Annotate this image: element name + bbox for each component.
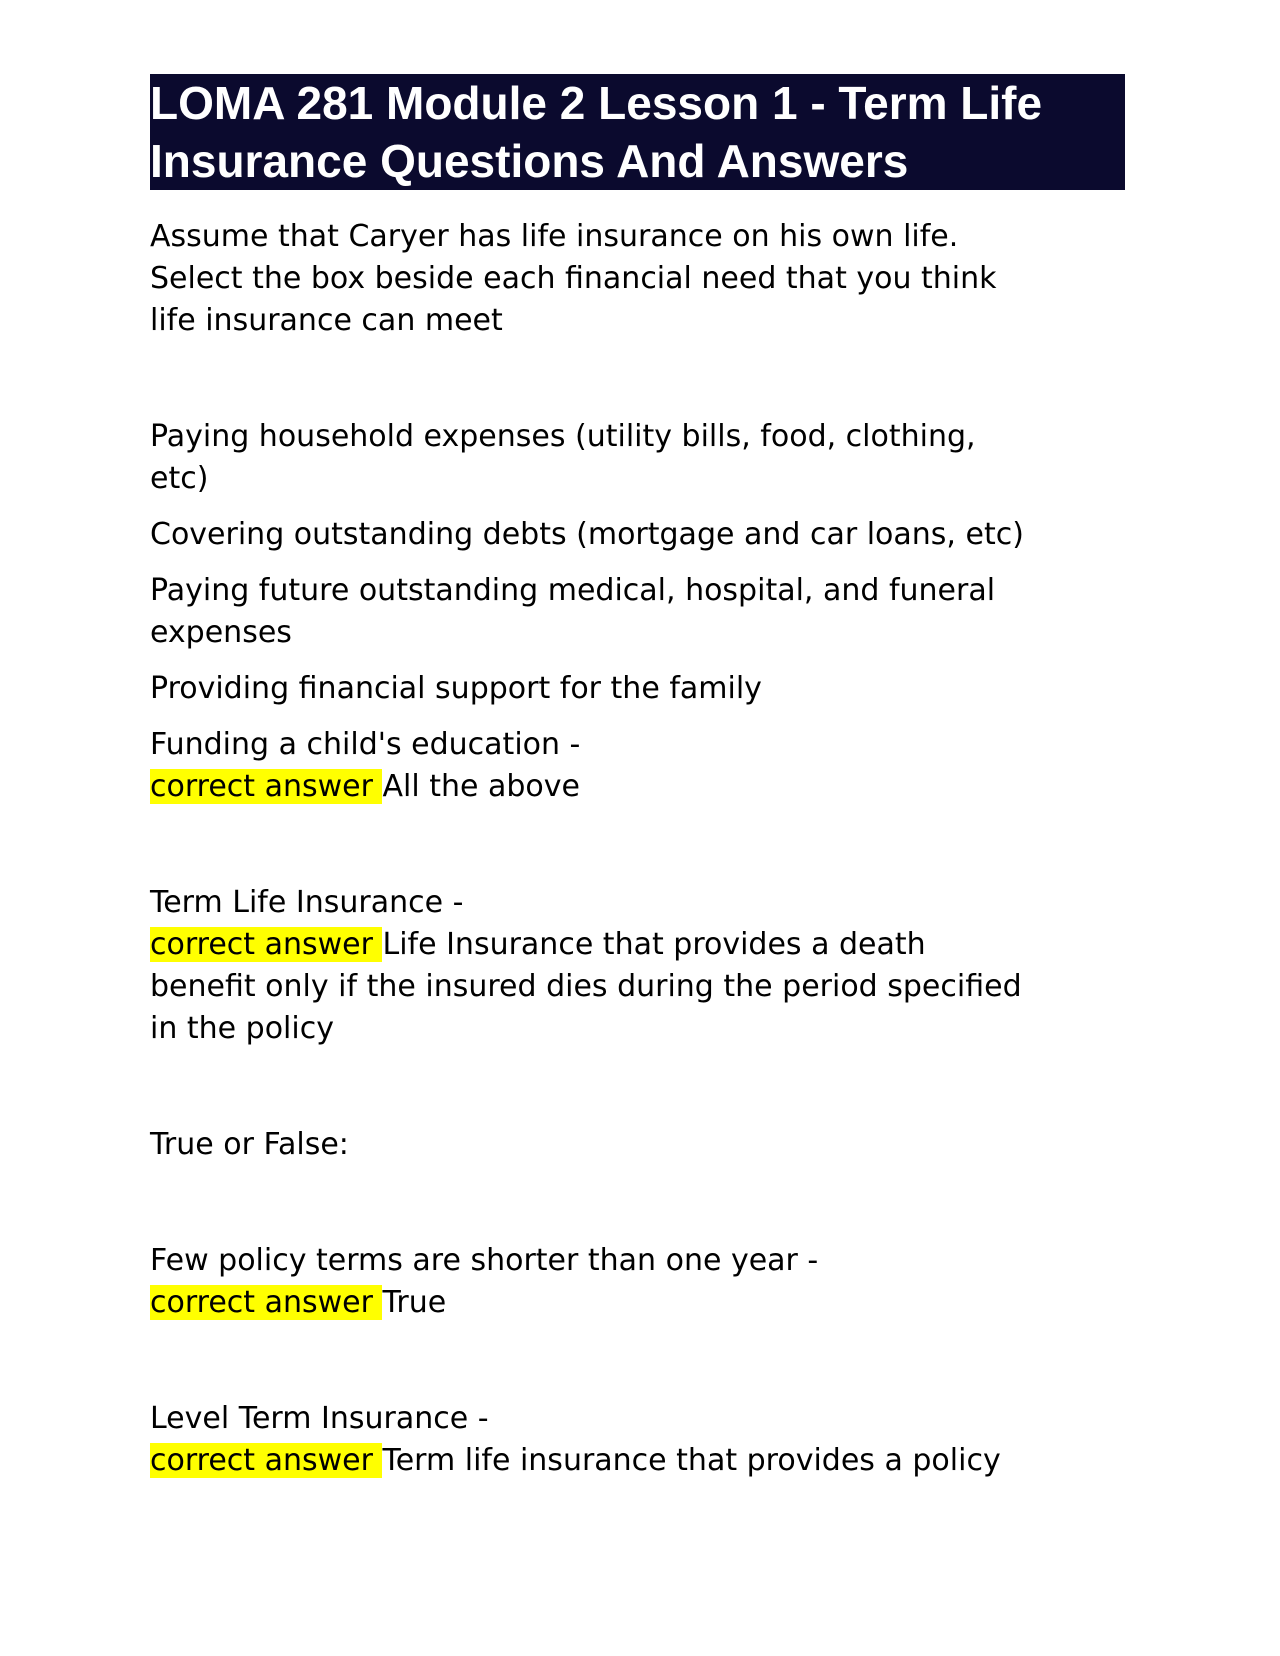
intro-line-2: Select the box beside each financial need that you think: [150, 261, 997, 296]
answer-text: True: [382, 1285, 447, 1320]
answer-line: [150, 766, 1125, 808]
question-text: Few policy terms are shorter than one year -: [150, 1243, 819, 1278]
answer-text: benefit only if the insured dies during the period specified: [150, 969, 1022, 1004]
correct-answer-label: correct answer: [150, 1285, 383, 1320]
correct-answer-label: correct answer: [150, 927, 383, 962]
option-line: Providing financial support for the family: [150, 671, 762, 706]
document-page: [150, 74, 1125, 1482]
answer-line: [150, 1282, 1125, 1324]
title-line-2: Insurance Questions And Answers: [150, 135, 909, 187]
question-text: Level Term Insurance -: [150, 1401, 489, 1436]
answer-text: in the policy: [150, 1011, 334, 1046]
intro-paragraph: [150, 216, 1125, 342]
correct-answer-label: correct answer: [150, 769, 383, 804]
qa-block-term-life: [150, 882, 1125, 1050]
intro-line-1: Assume that Caryer has life insurance on his own life.: [150, 219, 959, 254]
qa-block-education: [150, 724, 1125, 808]
true-false-heading: True or False:: [150, 1127, 349, 1162]
answer-line: [150, 1440, 1125, 1482]
option-line: expenses: [150, 615, 292, 650]
title-line-1: LOMA 281 Module 2 Lesson 1 - Term Life: [150, 77, 1043, 129]
answer-text: All the above: [382, 769, 580, 804]
option-household-expenses: [150, 416, 1125, 500]
option-line: etc): [150, 461, 209, 496]
option-line: Covering outstanding debts (mortgage and car loans, etc): [150, 517, 1024, 552]
option-family-support: [150, 668, 1125, 710]
document-title: [150, 74, 1125, 190]
question-text: Funding a child's education -: [150, 727, 581, 762]
intro-line-3: life insurance can meet: [150, 303, 503, 338]
qa-block-policy-terms: [150, 1240, 1125, 1324]
answer-text: Life Insurance that provides a death: [382, 927, 926, 962]
question-text: Term Life Insurance -: [150, 885, 464, 920]
option-medical-expenses: [150, 570, 1125, 654]
correct-answer-label: correct answer: [150, 1443, 383, 1478]
option-line: Paying household expenses (utility bills, food, clothing,: [150, 419, 976, 454]
option-outstanding-debts: [150, 514, 1125, 556]
answer-text: Term life insurance that provides a policy: [382, 1443, 1001, 1478]
option-line: Paying future outstanding medical, hospital, and funeral: [150, 573, 996, 608]
answer-line: [150, 924, 1125, 966]
qa-block-level-term: [150, 1398, 1125, 1482]
